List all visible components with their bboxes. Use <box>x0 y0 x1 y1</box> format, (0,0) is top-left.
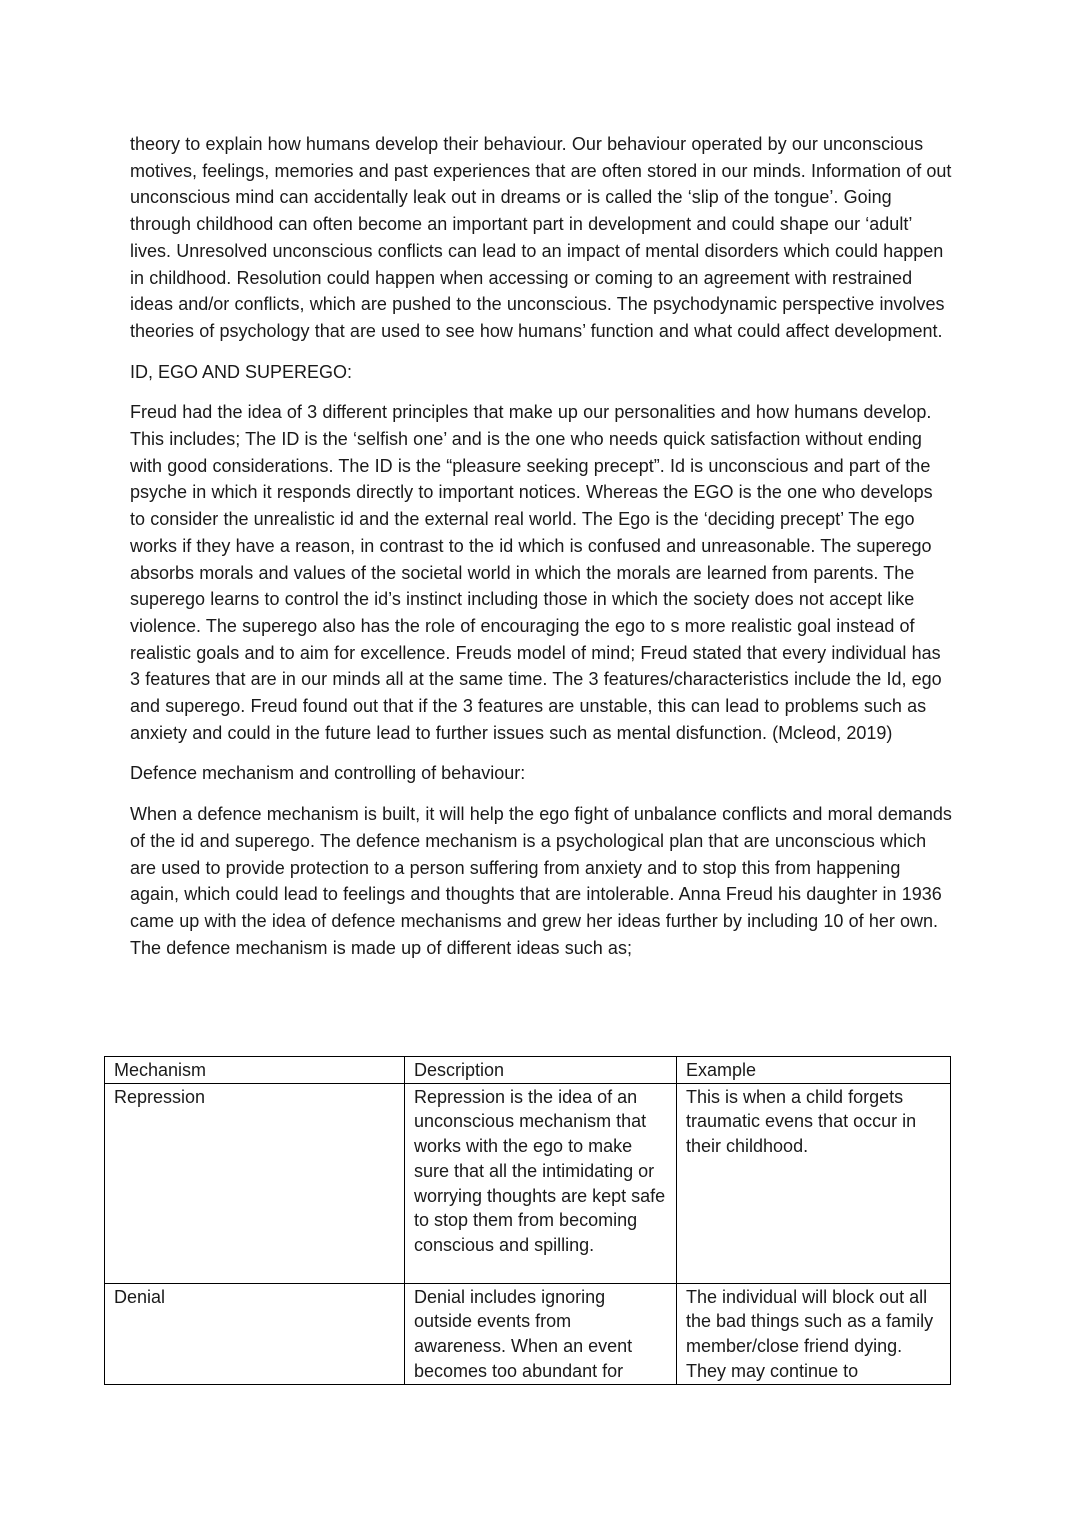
header-mechanism: Mechanism <box>105 1057 405 1084</box>
cell-mechanism: Repression <box>105 1083 405 1283</box>
id-ego-superego-paragraph: Freud had the idea of 3 different principles that make up our personalities and how humans develop. This includes; The ID is the ‘selfish one’ and is the one who needs quick satisfaction without ending with good considerations. The ID is the “pleasure seeking precept”. Id is unconscious and part of the psyche in which it responds directly to important notices. Whereas the EGO is the one who develops to consider the unrealistic id and the external real world. The Ego is the ‘deciding precept’ The ego works if they have a reason, in contrast to the id which is confused and unreasonable. The superego absorbs morals and values of the societal world in which the morals are learned from parents. The superego learns to control the id’s instinct including those in which the society does not accept like violence. The superego also has the role of encouraging the ego to s more realistic goal instead of realistic goals and to aim for excellence. Freuds model of mind; Freud stated that every individual has 3 features that are in our minds all at the same time. The 3 features/characteristics include the Id, ego and superego. Freud found out that if the 3 features are unstable, this can lead to problems such as anxiety and could in the future lead to further issues such as mental disfunction. (Mcleod, 2019) <box>130 402 942 743</box>
table-header-row <box>105 1057 951 1084</box>
cell-example: This is when a child forgets traumatic evens that occur in their childhood. <box>677 1083 951 1283</box>
header-example: Example <box>677 1057 951 1084</box>
header-description: Description <box>405 1057 677 1084</box>
intro-paragraph: theory to explain how humans develop their behaviour. Our behaviour operated by our unconscious motives, feelings, memories and past experiences that are often stored in our minds. Information of out unconscious mind can accidentally leak out in dreams or is called the ‘slip of the tongue’. Going through childhood can often become an important part in development and could shape our ‘adult’ lives. Unresolved unconscious conflicts can lead to an impact of mental disorders which could happen in childhood. Resolution could happen when accessing or coming to an agreement with restrained ideas and/or conflicts, which are pushed to the unconscious. The psychodynamic perspective involves theories of psychology that are used to see how humans’ function and what could affect development. <box>130 134 952 341</box>
cell-mechanism: Denial <box>105 1283 405 1384</box>
document-body <box>130 131 952 975</box>
heading-defence-mechanism: Defence mechanism and controlling of behaviour: <box>130 763 526 784</box>
table-row <box>105 1083 951 1283</box>
defence-mechanism-table <box>104 1056 951 1385</box>
table-row <box>105 1283 951 1384</box>
cell-description: Denial includes ignoring outside events from awareness. When an event becomes too abundant for <box>405 1283 677 1384</box>
heading-id-ego-superego: ID, EGO AND SUPEREGO: <box>130 361 353 382</box>
defence-mechanism-paragraph: When a defence mechanism is built, it will help the ego fight of unbalance conflicts and moral demands of the id and superego. The defence mechanism is a psychological plan that are unconscious which are used to provide protection to a person suffering from anxiety and to stop this from happening again, which could lead to feelings and thoughts that are intolerable. Anna Freud his daughter in 1936 came up with the idea of defence mechanisms and grew her ideas further by including 10 of her own. The defence mechanism is made up of different ideas such as; <box>130 804 952 958</box>
cell-example: The individual will block out all the bad things such as a family member/close friend dying. They may continue to <box>677 1283 951 1384</box>
cell-description: Repression is the idea of an unconscious mechanism that works with the ego to make sure that all the intimidating or worrying thoughts are kept safe to stop them from becoming conscious and spilling. <box>405 1083 677 1283</box>
